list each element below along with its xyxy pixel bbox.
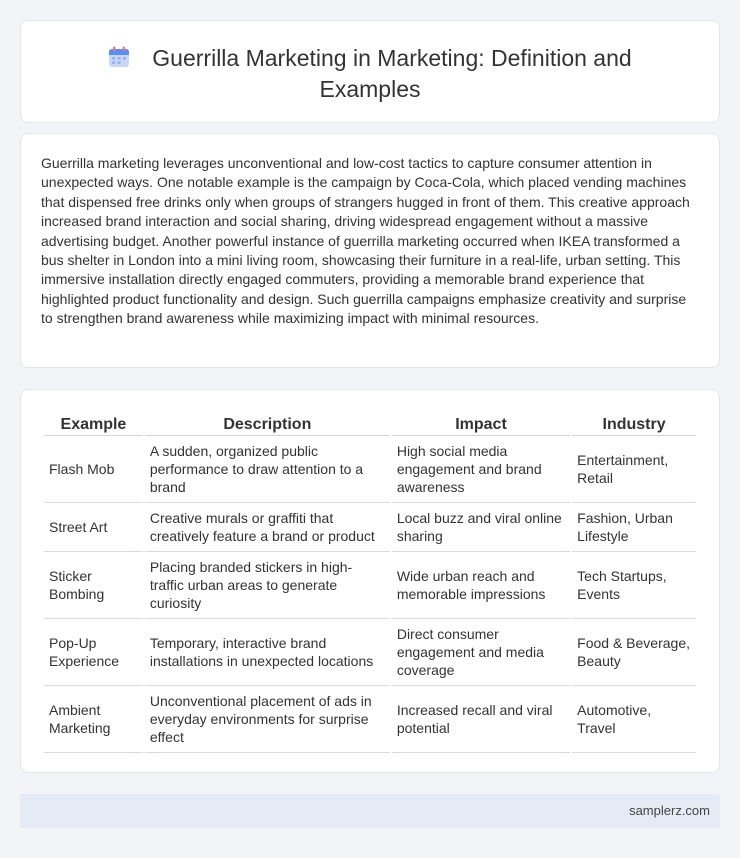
cell-impact: Increased recall and viral potential xyxy=(392,686,570,753)
cell-description: Creative murals or graffiti that creatively feature a brand or product xyxy=(145,503,390,552)
page-title: Guerrilla Marketing in Marketing: Definition and Examples xyxy=(152,45,632,102)
header-card xyxy=(20,20,720,123)
cell-example: Sticker Bombing xyxy=(44,552,143,619)
table-card xyxy=(20,389,720,773)
header-impact: Impact xyxy=(392,410,570,436)
table-row xyxy=(44,552,696,619)
cell-industry: Entertainment, Retail xyxy=(572,436,696,503)
table-header-row xyxy=(44,410,696,436)
table-row xyxy=(44,619,696,686)
cell-description: Placing branded stickers in high-traffic urban areas to generate curiosity xyxy=(145,552,390,619)
cell-impact: High social media engagement and brand awareness xyxy=(392,436,570,503)
cell-description: Temporary, interactive brand installations in unexpected locations xyxy=(145,619,390,686)
cell-description: Unconventional placement of ads in everyday environments for surprise effect xyxy=(145,686,390,753)
table-row xyxy=(44,436,696,503)
cell-impact: Wide urban reach and memorable impressions xyxy=(392,552,570,619)
header-industry: Industry xyxy=(572,410,696,436)
footer-bar xyxy=(20,794,720,828)
cell-impact: Local buzz and viral online sharing xyxy=(392,503,570,552)
cell-example: Pop-Up Experience xyxy=(44,619,143,686)
page-title-row xyxy=(21,43,719,105)
cell-example: Ambient Marketing xyxy=(44,686,143,753)
header-example: Example xyxy=(44,410,143,436)
cell-example: Street Art xyxy=(44,503,143,552)
intro-card xyxy=(20,133,720,368)
header-description: Description xyxy=(145,410,390,436)
cell-industry: Tech Startups, Events xyxy=(572,552,696,619)
cell-industry: Food & Beverage, Beauty xyxy=(572,619,696,686)
cell-industry: Fashion, Urban Lifestyle xyxy=(572,503,696,552)
cell-example: Flash Mob xyxy=(44,436,143,503)
intro-paragraph: Guerrilla marketing leverages unconventional and low-cost tactics to capture consumer attention in unexpected ways. One notable example is the campaign by Coca-Cola, which placed vending machines that dispensed free drinks only when groups of strangers hugged in front of them. This creative approach increased brand interaction and social sharing, driving widespread engagement without a massive advertising budget. Another powerful instance of guerrilla marketing occurred when IKEA transformed a bus shelter in London into a mini living room, showcasing their furniture in a real-life, urban setting. This immersive installation directly engaged commuters, providing a memorable brand experience that highlighted product functionality and design. Such guerrilla campaigns emphasize creativity and surprise to strengthen brand awareness while maximizing impact with minimal resources. xyxy=(41,155,690,327)
examples-table xyxy=(42,410,698,753)
table-row xyxy=(44,686,696,753)
footer-site-link[interactable]: samplerz.com xyxy=(629,803,710,818)
cell-description: A sudden, organized public performance to draw attention to a brand xyxy=(145,436,390,503)
calendar-icon xyxy=(108,46,130,68)
cell-impact: Direct consumer engagement and media coverage xyxy=(392,619,570,686)
cell-industry: Automotive, Travel xyxy=(572,686,696,753)
table-row xyxy=(44,503,696,552)
